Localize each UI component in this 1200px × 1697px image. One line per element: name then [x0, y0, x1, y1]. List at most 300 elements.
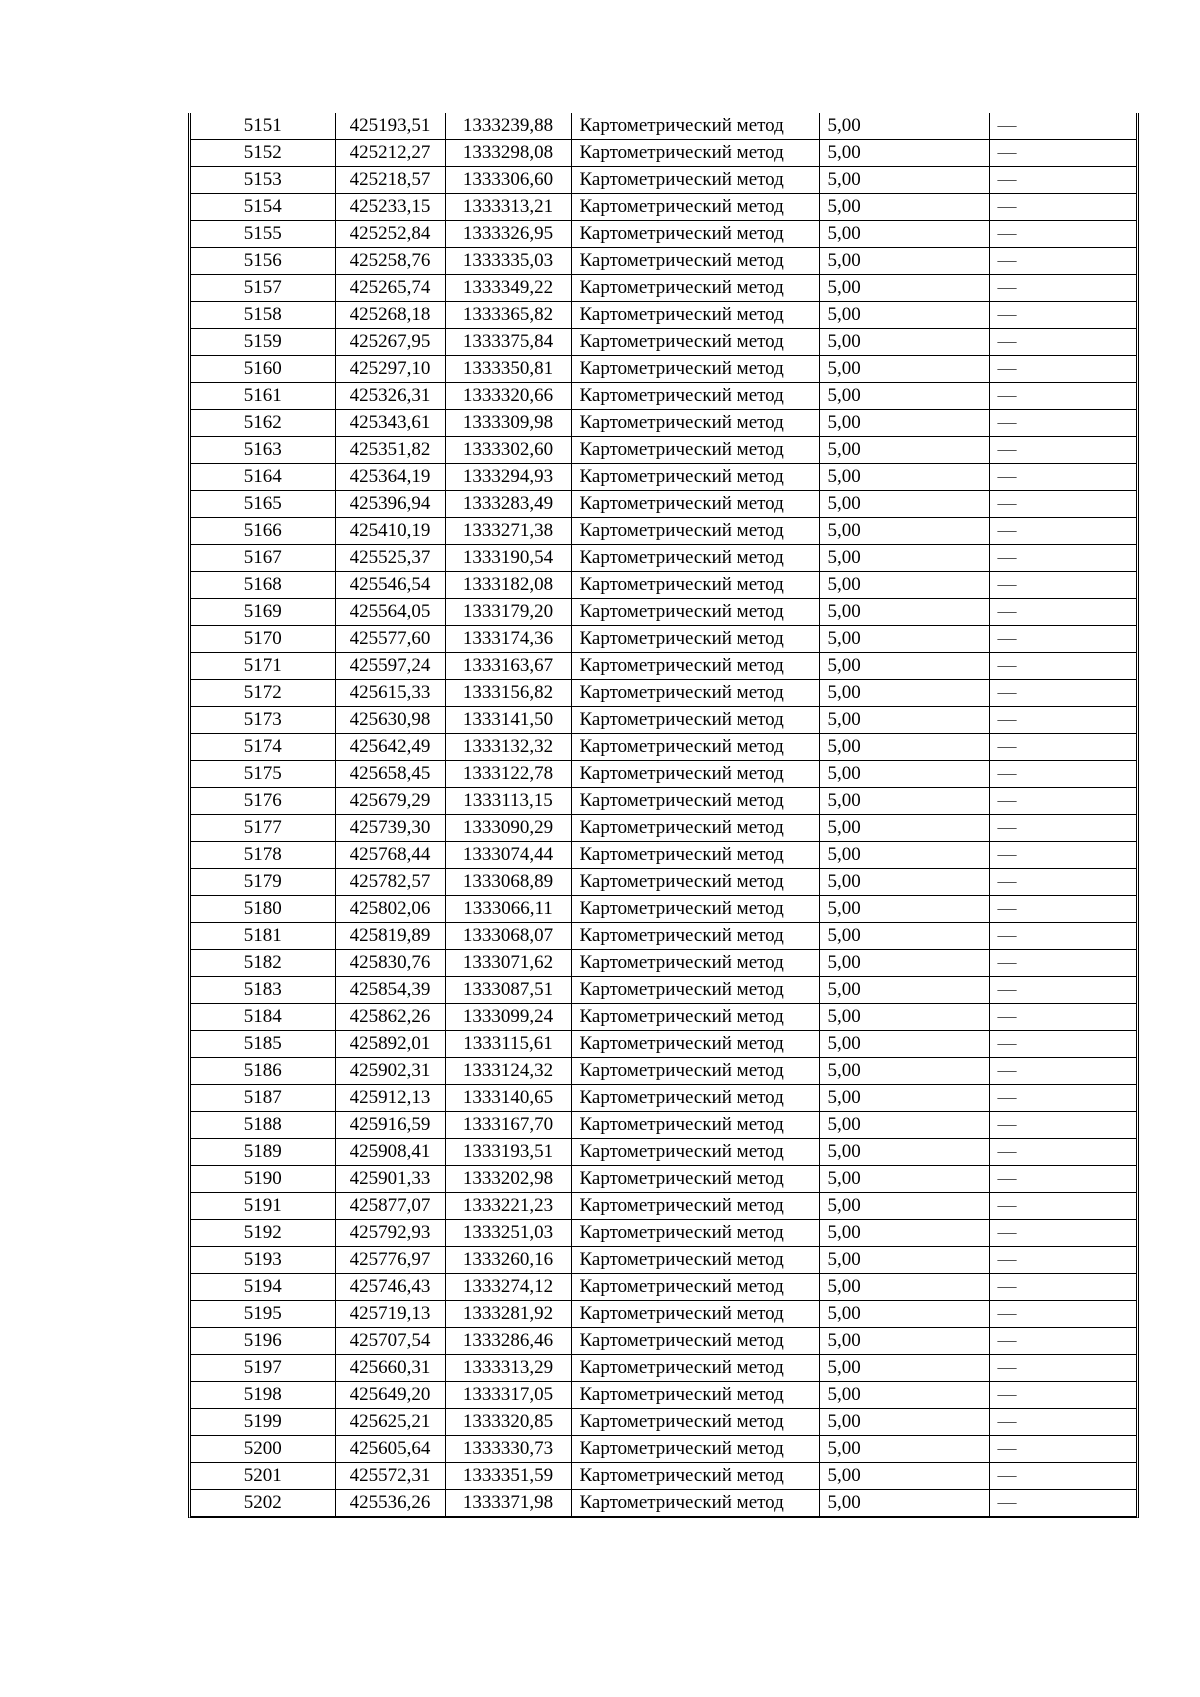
table-row — [191, 1058, 1136, 1085]
point-number-cell: 5155 — [191, 221, 335, 248]
point-number-cell: 5167 — [191, 545, 335, 572]
y-coordinate-cell: 1333313,29 — [445, 1355, 571, 1382]
table-row — [191, 437, 1136, 464]
accuracy-cell: 5,00 — [819, 302, 989, 329]
note-cell: — — [989, 1058, 1136, 1085]
method-cell: Картометрический метод — [571, 761, 819, 788]
point-number-cell: 5195 — [191, 1301, 335, 1328]
point-number-cell: 5176 — [191, 788, 335, 815]
x-coordinate-cell: 425862,26 — [335, 1004, 445, 1031]
accuracy-cell: 5,00 — [819, 1058, 989, 1085]
point-number-cell: 5165 — [191, 491, 335, 518]
point-number-cell: 5181 — [191, 923, 335, 950]
table-row — [191, 599, 1136, 626]
note-cell: — — [989, 167, 1136, 194]
point-number-cell: 5161 — [191, 383, 335, 410]
x-coordinate-cell: 425707,54 — [335, 1328, 445, 1355]
table-row — [191, 221, 1136, 248]
y-coordinate-cell: 1333066,11 — [445, 896, 571, 923]
accuracy-cell: 5,00 — [819, 356, 989, 383]
table-row — [191, 950, 1136, 977]
note-cell: — — [989, 1490, 1136, 1517]
point-number-cell: 5193 — [191, 1247, 335, 1274]
method-cell: Картометрический метод — [571, 194, 819, 221]
method-cell: Картометрический метод — [571, 491, 819, 518]
method-cell: Картометрический метод — [571, 1436, 819, 1463]
method-cell: Картометрический метод — [571, 1112, 819, 1139]
x-coordinate-cell: 425396,94 — [335, 491, 445, 518]
y-coordinate-cell: 1333167,70 — [445, 1112, 571, 1139]
x-coordinate-cell: 425536,26 — [335, 1490, 445, 1517]
accuracy-cell: 5,00 — [819, 680, 989, 707]
method-cell: Картометрический метод — [571, 599, 819, 626]
accuracy-cell: 5,00 — [819, 1463, 989, 1490]
point-number-cell: 5185 — [191, 1031, 335, 1058]
table-row — [191, 734, 1136, 761]
x-coordinate-cell: 425916,59 — [335, 1112, 445, 1139]
x-coordinate-cell: 425902,31 — [335, 1058, 445, 1085]
note-cell: — — [989, 1409, 1136, 1436]
accuracy-cell: 5,00 — [819, 1355, 989, 1382]
accuracy-cell: 5,00 — [819, 1085, 989, 1112]
accuracy-cell: 5,00 — [819, 896, 989, 923]
table-row — [191, 572, 1136, 599]
method-cell: Картометрический метод — [571, 167, 819, 194]
accuracy-cell: 5,00 — [819, 221, 989, 248]
y-coordinate-cell: 1333302,60 — [445, 437, 571, 464]
accuracy-cell: 5,00 — [819, 194, 989, 221]
note-cell: — — [989, 113, 1136, 140]
table-row — [191, 302, 1136, 329]
point-number-cell: 5168 — [191, 572, 335, 599]
note-cell: — — [989, 1166, 1136, 1193]
y-coordinate-cell: 1333294,93 — [445, 464, 571, 491]
table-row — [191, 1031, 1136, 1058]
method-cell: Картометрический метод — [571, 545, 819, 572]
method-cell: Картометрический метод — [571, 1490, 819, 1517]
note-cell: — — [989, 491, 1136, 518]
x-coordinate-cell: 425410,19 — [335, 518, 445, 545]
table-row — [191, 896, 1136, 923]
x-coordinate-cell: 425630,98 — [335, 707, 445, 734]
table-row — [191, 356, 1136, 383]
accuracy-cell: 5,00 — [819, 1166, 989, 1193]
method-cell: Картометрический метод — [571, 383, 819, 410]
note-cell: — — [989, 1463, 1136, 1490]
y-coordinate-cell: 1333090,29 — [445, 815, 571, 842]
method-cell: Картометрический метод — [571, 1193, 819, 1220]
accuracy-cell: 5,00 — [819, 1436, 989, 1463]
y-coordinate-cell: 1333179,20 — [445, 599, 571, 626]
y-coordinate-cell: 1333132,32 — [445, 734, 571, 761]
x-coordinate-cell: 425615,33 — [335, 680, 445, 707]
method-cell: Картометрический метод — [571, 842, 819, 869]
y-coordinate-cell: 1333298,08 — [445, 140, 571, 167]
method-cell: Картометрический метод — [571, 275, 819, 302]
point-number-cell: 5157 — [191, 275, 335, 302]
accuracy-cell: 5,00 — [819, 599, 989, 626]
x-coordinate-cell: 425649,20 — [335, 1382, 445, 1409]
point-number-cell: 5175 — [191, 761, 335, 788]
x-coordinate-cell: 425258,76 — [335, 248, 445, 275]
x-coordinate-cell: 425719,13 — [335, 1301, 445, 1328]
note-cell: — — [989, 1274, 1136, 1301]
note-cell: — — [989, 1085, 1136, 1112]
y-coordinate-cell: 1333306,60 — [445, 167, 571, 194]
method-cell: Картометрический метод — [571, 572, 819, 599]
y-coordinate-cell: 1333221,23 — [445, 1193, 571, 1220]
note-cell: — — [989, 815, 1136, 842]
y-coordinate-cell: 1333349,22 — [445, 275, 571, 302]
accuracy-cell: 5,00 — [819, 1328, 989, 1355]
table-row — [191, 1409, 1136, 1436]
point-number-cell: 5186 — [191, 1058, 335, 1085]
y-coordinate-cell: 1333074,44 — [445, 842, 571, 869]
method-cell: Картометрический метод — [571, 410, 819, 437]
note-cell: — — [989, 923, 1136, 950]
note-cell: — — [989, 383, 1136, 410]
accuracy-cell: 5,00 — [819, 1247, 989, 1274]
accuracy-cell: 5,00 — [819, 248, 989, 275]
y-coordinate-cell: 1333271,38 — [445, 518, 571, 545]
method-cell: Картометрический метод — [571, 1382, 819, 1409]
x-coordinate-cell: 425739,30 — [335, 815, 445, 842]
y-coordinate-cell: 1333068,07 — [445, 923, 571, 950]
note-cell: — — [989, 1031, 1136, 1058]
point-number-cell: 5180 — [191, 896, 335, 923]
x-coordinate-cell: 425625,21 — [335, 1409, 445, 1436]
x-coordinate-cell: 425267,95 — [335, 329, 445, 356]
table-row — [191, 1490, 1136, 1517]
point-number-cell: 5177 — [191, 815, 335, 842]
table-row — [191, 518, 1136, 545]
note-cell: — — [989, 248, 1136, 275]
point-number-cell: 5156 — [191, 248, 335, 275]
note-cell: — — [989, 329, 1136, 356]
x-coordinate-cell: 425877,07 — [335, 1193, 445, 1220]
y-coordinate-cell: 1333335,03 — [445, 248, 571, 275]
point-number-cell: 5154 — [191, 194, 335, 221]
point-number-cell: 5164 — [191, 464, 335, 491]
method-cell: Картометрический метод — [571, 977, 819, 1004]
accuracy-cell: 5,00 — [819, 653, 989, 680]
method-cell: Картометрический метод — [571, 1166, 819, 1193]
method-cell: Картометрический метод — [571, 950, 819, 977]
table-row — [191, 1382, 1136, 1409]
table-row — [191, 1355, 1136, 1382]
note-cell: — — [989, 1436, 1136, 1463]
y-coordinate-cell: 1333320,85 — [445, 1409, 571, 1436]
note-cell: — — [989, 707, 1136, 734]
accuracy-cell: 5,00 — [819, 1301, 989, 1328]
method-cell: Картометрический метод — [571, 437, 819, 464]
point-number-cell: 5152 — [191, 140, 335, 167]
y-coordinate-cell: 1333283,49 — [445, 491, 571, 518]
method-cell: Картометрический метод — [571, 869, 819, 896]
x-coordinate-cell: 425912,13 — [335, 1085, 445, 1112]
table-row — [191, 1193, 1136, 1220]
method-cell: Картометрический метод — [571, 626, 819, 653]
point-number-cell: 5174 — [191, 734, 335, 761]
note-cell: — — [989, 1139, 1136, 1166]
x-coordinate-cell: 425326,31 — [335, 383, 445, 410]
y-coordinate-cell: 1333281,92 — [445, 1301, 571, 1328]
method-cell: Картометрический метод — [571, 1355, 819, 1382]
y-coordinate-cell: 1333068,89 — [445, 869, 571, 896]
x-coordinate-cell: 425746,43 — [335, 1274, 445, 1301]
y-coordinate-cell: 1333182,08 — [445, 572, 571, 599]
accuracy-cell: 5,00 — [819, 140, 989, 167]
y-coordinate-cell: 1333141,50 — [445, 707, 571, 734]
method-cell: Картометрический метод — [571, 1274, 819, 1301]
note-cell: — — [989, 356, 1136, 383]
accuracy-cell: 5,00 — [819, 518, 989, 545]
note-cell: — — [989, 977, 1136, 1004]
point-number-cell: 5169 — [191, 599, 335, 626]
accuracy-cell: 5,00 — [819, 1274, 989, 1301]
method-cell: Картометрический метод — [571, 302, 819, 329]
note-cell: — — [989, 194, 1136, 221]
note-cell: — — [989, 680, 1136, 707]
note-cell: — — [989, 572, 1136, 599]
accuracy-cell: 5,00 — [819, 626, 989, 653]
x-coordinate-cell: 425297,10 — [335, 356, 445, 383]
point-number-cell: 5159 — [191, 329, 335, 356]
x-coordinate-cell: 425658,45 — [335, 761, 445, 788]
table-row — [191, 1004, 1136, 1031]
point-number-cell: 5151 — [191, 113, 335, 140]
y-coordinate-cell: 1333317,05 — [445, 1382, 571, 1409]
point-number-cell: 5189 — [191, 1139, 335, 1166]
note-cell: — — [989, 275, 1136, 302]
y-coordinate-cell: 1333351,59 — [445, 1463, 571, 1490]
accuracy-cell: 5,00 — [819, 383, 989, 410]
y-coordinate-cell: 1333087,51 — [445, 977, 571, 1004]
point-number-cell: 5190 — [191, 1166, 335, 1193]
note-cell: — — [989, 221, 1136, 248]
note-cell: — — [989, 410, 1136, 437]
note-cell: — — [989, 896, 1136, 923]
table-row — [191, 113, 1136, 140]
y-coordinate-cell: 1333375,84 — [445, 329, 571, 356]
point-number-cell: 5196 — [191, 1328, 335, 1355]
y-coordinate-cell: 1333330,73 — [445, 1436, 571, 1463]
note-cell: — — [989, 1382, 1136, 1409]
method-cell: Картометрический метод — [571, 113, 819, 140]
point-number-cell: 5202 — [191, 1490, 335, 1517]
accuracy-cell: 5,00 — [819, 491, 989, 518]
table-row — [191, 140, 1136, 167]
note-cell: — — [989, 1220, 1136, 1247]
point-number-cell: 5182 — [191, 950, 335, 977]
method-cell: Картометрический метод — [571, 518, 819, 545]
y-coordinate-cell: 1333163,67 — [445, 653, 571, 680]
point-number-cell: 5173 — [191, 707, 335, 734]
method-cell: Картометрический метод — [571, 707, 819, 734]
x-coordinate-cell: 425642,49 — [335, 734, 445, 761]
y-coordinate-cell: 1333260,16 — [445, 1247, 571, 1274]
note-cell: — — [989, 842, 1136, 869]
x-coordinate-cell: 425233,15 — [335, 194, 445, 221]
point-number-cell: 5192 — [191, 1220, 335, 1247]
accuracy-cell: 5,00 — [819, 1112, 989, 1139]
y-coordinate-cell: 1333124,32 — [445, 1058, 571, 1085]
method-cell: Картометрический метод — [571, 680, 819, 707]
note-cell: — — [989, 1004, 1136, 1031]
table-row — [191, 1085, 1136, 1112]
table-row — [191, 491, 1136, 518]
x-coordinate-cell: 425605,64 — [335, 1436, 445, 1463]
point-number-cell: 5198 — [191, 1382, 335, 1409]
method-cell: Картометрический метод — [571, 1220, 819, 1247]
x-coordinate-cell: 425597,24 — [335, 653, 445, 680]
x-coordinate-cell: 425782,57 — [335, 869, 445, 896]
x-coordinate-cell: 425679,29 — [335, 788, 445, 815]
note-cell: — — [989, 1193, 1136, 1220]
x-coordinate-cell: 425854,39 — [335, 977, 445, 1004]
accuracy-cell: 5,00 — [819, 734, 989, 761]
point-number-cell: 5183 — [191, 977, 335, 1004]
accuracy-cell: 5,00 — [819, 1139, 989, 1166]
accuracy-cell: 5,00 — [819, 923, 989, 950]
table-row — [191, 788, 1136, 815]
x-coordinate-cell: 425577,60 — [335, 626, 445, 653]
note-cell: — — [989, 761, 1136, 788]
table-row — [191, 1436, 1136, 1463]
coordinates-table-body — [191, 113, 1136, 1517]
accuracy-cell: 5,00 — [819, 842, 989, 869]
method-cell: Картометрический метод — [571, 1004, 819, 1031]
note-cell: — — [989, 437, 1136, 464]
accuracy-cell: 5,00 — [819, 329, 989, 356]
method-cell: Картометрический метод — [571, 1409, 819, 1436]
point-number-cell: 5160 — [191, 356, 335, 383]
table-row — [191, 1220, 1136, 1247]
table-row — [191, 1112, 1136, 1139]
table-row — [191, 1139, 1136, 1166]
point-number-cell: 5179 — [191, 869, 335, 896]
method-cell: Картометрический метод — [571, 653, 819, 680]
x-coordinate-cell: 425218,57 — [335, 167, 445, 194]
y-coordinate-cell: 1333174,36 — [445, 626, 571, 653]
note-cell: — — [989, 302, 1136, 329]
point-number-cell: 5153 — [191, 167, 335, 194]
y-coordinate-cell: 1333274,12 — [445, 1274, 571, 1301]
x-coordinate-cell: 425351,82 — [335, 437, 445, 464]
method-cell: Картометрический метод — [571, 923, 819, 950]
note-cell: — — [989, 140, 1136, 167]
note-cell: — — [989, 1247, 1136, 1274]
y-coordinate-cell: 1333239,88 — [445, 113, 571, 140]
method-cell: Картометрический метод — [571, 1328, 819, 1355]
method-cell: Картометрический метод — [571, 248, 819, 275]
x-coordinate-cell: 425572,31 — [335, 1463, 445, 1490]
x-coordinate-cell: 425564,05 — [335, 599, 445, 626]
accuracy-cell: 5,00 — [819, 869, 989, 896]
table-row — [191, 653, 1136, 680]
point-number-cell: 5201 — [191, 1463, 335, 1490]
x-coordinate-cell: 425546,54 — [335, 572, 445, 599]
table-row — [191, 1301, 1136, 1328]
x-coordinate-cell: 425268,18 — [335, 302, 445, 329]
y-coordinate-cell: 1333190,54 — [445, 545, 571, 572]
method-cell: Картометрический метод — [571, 221, 819, 248]
x-coordinate-cell: 425792,93 — [335, 1220, 445, 1247]
accuracy-cell: 5,00 — [819, 950, 989, 977]
point-number-cell: 5191 — [191, 1193, 335, 1220]
method-cell: Картометрический метод — [571, 896, 819, 923]
table-row — [191, 167, 1136, 194]
table-row — [191, 977, 1136, 1004]
y-coordinate-cell: 1333286,46 — [445, 1328, 571, 1355]
y-coordinate-cell: 1333320,66 — [445, 383, 571, 410]
table-row — [191, 545, 1136, 572]
table-row — [191, 1166, 1136, 1193]
y-coordinate-cell: 1333309,98 — [445, 410, 571, 437]
x-coordinate-cell: 425212,27 — [335, 140, 445, 167]
y-coordinate-cell: 1333350,81 — [445, 356, 571, 383]
note-cell: — — [989, 518, 1136, 545]
accuracy-cell: 5,00 — [819, 815, 989, 842]
method-cell: Картометрический метод — [571, 1085, 819, 1112]
accuracy-cell: 5,00 — [819, 572, 989, 599]
point-number-cell: 5188 — [191, 1112, 335, 1139]
accuracy-cell: 5,00 — [819, 1193, 989, 1220]
y-coordinate-cell: 1333115,61 — [445, 1031, 571, 1058]
note-cell: — — [989, 626, 1136, 653]
table-row — [191, 1274, 1136, 1301]
note-cell: — — [989, 788, 1136, 815]
point-number-cell: 5199 — [191, 1409, 335, 1436]
accuracy-cell: 5,00 — [819, 1409, 989, 1436]
y-coordinate-cell: 1333099,24 — [445, 1004, 571, 1031]
y-coordinate-cell: 1333326,95 — [445, 221, 571, 248]
note-cell: — — [989, 1328, 1136, 1355]
point-number-cell: 5178 — [191, 842, 335, 869]
point-number-cell: 5158 — [191, 302, 335, 329]
y-coordinate-cell: 1333313,21 — [445, 194, 571, 221]
accuracy-cell: 5,00 — [819, 761, 989, 788]
x-coordinate-cell: 425193,51 — [335, 113, 445, 140]
point-number-cell: 5170 — [191, 626, 335, 653]
accuracy-cell: 5,00 — [819, 167, 989, 194]
table-row — [191, 761, 1136, 788]
table-row — [191, 383, 1136, 410]
method-cell: Картометрический метод — [571, 1139, 819, 1166]
accuracy-cell: 5,00 — [819, 437, 989, 464]
table-row — [191, 1247, 1136, 1274]
x-coordinate-cell: 425525,37 — [335, 545, 445, 572]
x-coordinate-cell: 425908,41 — [335, 1139, 445, 1166]
accuracy-cell: 5,00 — [819, 788, 989, 815]
point-number-cell: 5187 — [191, 1085, 335, 1112]
coordinates-table — [191, 113, 1136, 1517]
table-row — [191, 248, 1136, 275]
y-coordinate-cell: 1333122,78 — [445, 761, 571, 788]
accuracy-cell: 5,00 — [819, 977, 989, 1004]
table-row — [191, 464, 1136, 491]
x-coordinate-cell: 425343,61 — [335, 410, 445, 437]
table-row — [191, 842, 1136, 869]
y-coordinate-cell: 1333193,51 — [445, 1139, 571, 1166]
note-cell: — — [989, 1301, 1136, 1328]
accuracy-cell: 5,00 — [819, 545, 989, 572]
note-cell: — — [989, 464, 1136, 491]
method-cell: Картометрический метод — [571, 1058, 819, 1085]
method-cell: Картометрический метод — [571, 1301, 819, 1328]
method-cell: Картометрический метод — [571, 464, 819, 491]
note-cell: — — [989, 653, 1136, 680]
